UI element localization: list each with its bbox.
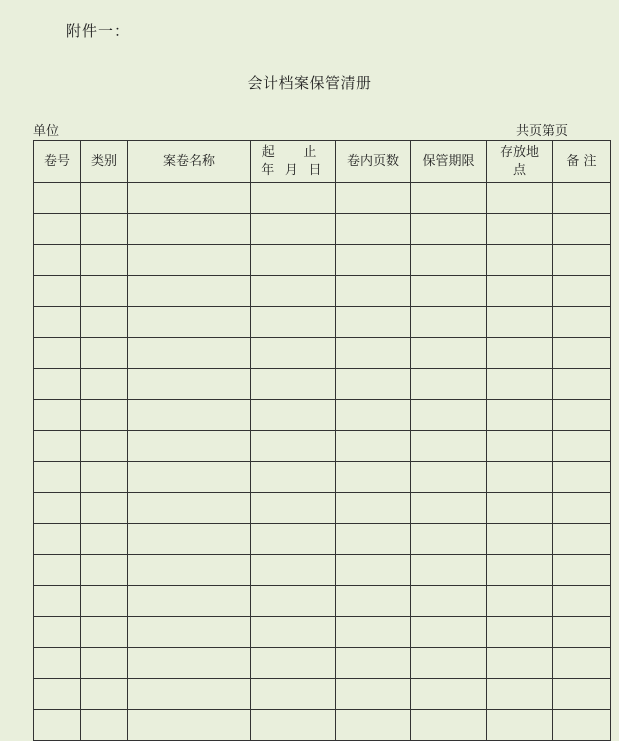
date-range-cell [251, 462, 336, 493]
location-cell [487, 462, 553, 493]
location-cell [487, 617, 553, 648]
volume-no-cell [34, 617, 81, 648]
page-count-label: 共页第页 [516, 124, 569, 139]
pages-cell [336, 245, 411, 276]
volume-name-cell [128, 307, 251, 338]
table-row [34, 710, 611, 741]
volume-name-cell [128, 617, 251, 648]
remarks-cell [553, 555, 611, 586]
volume-name-cell [128, 493, 251, 524]
category-cell [81, 431, 128, 462]
remarks-cell [553, 338, 611, 369]
volume-no-cell [34, 710, 81, 741]
category-cell [81, 183, 128, 214]
retention-cell [411, 710, 487, 741]
table-row [34, 431, 611, 462]
pages-cell [336, 555, 411, 586]
remarks-cell [553, 648, 611, 679]
volume-no-cell [34, 493, 81, 524]
header-volume-no: 卷号 [34, 141, 81, 183]
volume-no-cell [34, 245, 81, 276]
date-range-cell [251, 555, 336, 586]
date-range-cell [251, 710, 336, 741]
pages-cell [336, 679, 411, 710]
header-remarks: 备 注 [553, 141, 611, 183]
location-cell [487, 307, 553, 338]
date-range-cell [251, 524, 336, 555]
date-range-cell [251, 679, 336, 710]
location-cell [487, 183, 553, 214]
table-row [34, 276, 611, 307]
category-cell [81, 710, 128, 741]
pages-cell [336, 462, 411, 493]
location-cell [487, 400, 553, 431]
location-cell [487, 493, 553, 524]
table-row [34, 214, 611, 245]
location-cell [487, 586, 553, 617]
date-range-cell [251, 338, 336, 369]
retention-cell [411, 555, 487, 586]
pages-cell [336, 431, 411, 462]
retention-cell [411, 338, 487, 369]
header-retention: 保管期限 [411, 141, 487, 183]
volume-no-cell [34, 369, 81, 400]
table-row [34, 679, 611, 710]
date-range-cell [251, 214, 336, 245]
header-volume-name: 案卷名称 [128, 141, 251, 183]
retention-cell [411, 617, 487, 648]
date-range-cell [251, 648, 336, 679]
header-pages: 卷内页数 [336, 141, 411, 183]
volume-name-cell [128, 338, 251, 369]
location-cell [487, 555, 553, 586]
retention-cell [411, 245, 487, 276]
remarks-cell [553, 307, 611, 338]
remarks-cell [553, 586, 611, 617]
volume-name-cell [128, 462, 251, 493]
unit-label: 单位 [33, 124, 60, 139]
remarks-cell [553, 183, 611, 214]
table-header-row [34, 141, 611, 183]
volume-name-cell [128, 555, 251, 586]
volume-no-cell [34, 679, 81, 710]
header-location-line1: 存放地 [499, 144, 539, 160]
volume-no-cell [34, 400, 81, 431]
date-range-cell [251, 276, 336, 307]
volume-no-cell [34, 586, 81, 617]
volume-name-cell [128, 586, 251, 617]
category-cell [81, 586, 128, 617]
pages-cell [336, 369, 411, 400]
volume-no-cell [34, 276, 81, 307]
volume-no-cell [34, 462, 81, 493]
category-cell [81, 524, 128, 555]
pages-cell [336, 586, 411, 617]
volume-no-cell [34, 524, 81, 555]
table-row [34, 245, 611, 276]
volume-name-cell [128, 245, 251, 276]
location-cell [487, 338, 553, 369]
pages-cell [336, 400, 411, 431]
remarks-cell [553, 679, 611, 710]
header-date-line2: 年 月 日 [261, 162, 325, 178]
remarks-cell [553, 214, 611, 245]
volume-name-cell [128, 524, 251, 555]
remarks-cell [553, 617, 611, 648]
table-row [34, 524, 611, 555]
volume-no-cell [34, 214, 81, 245]
volume-no-cell [34, 183, 81, 214]
category-cell [81, 493, 128, 524]
volume-name-cell [128, 431, 251, 462]
table-row [34, 648, 611, 679]
remarks-cell [553, 276, 611, 307]
table-row [34, 369, 611, 400]
location-cell [487, 276, 553, 307]
pages-cell [336, 648, 411, 679]
pages-cell [336, 617, 411, 648]
category-cell [81, 369, 128, 400]
category-cell [81, 214, 128, 245]
retention-cell [411, 462, 487, 493]
volume-no-cell [34, 648, 81, 679]
category-cell [81, 679, 128, 710]
category-cell [81, 338, 128, 369]
date-range-cell [251, 183, 336, 214]
date-range-cell [251, 307, 336, 338]
volume-name-cell [128, 183, 251, 214]
category-cell [81, 245, 128, 276]
table-row [34, 617, 611, 648]
pages-cell [336, 493, 411, 524]
date-range-cell [251, 586, 336, 617]
table-row [34, 400, 611, 431]
retention-cell [411, 679, 487, 710]
date-range-cell [251, 493, 336, 524]
remarks-cell [553, 493, 611, 524]
remarks-cell [553, 369, 611, 400]
archive-register-table [33, 140, 611, 741]
pages-cell [336, 276, 411, 307]
table-row [34, 338, 611, 369]
category-cell [81, 617, 128, 648]
retention-cell [411, 214, 487, 245]
location-cell [487, 524, 553, 555]
location-cell [487, 214, 553, 245]
pages-cell [336, 710, 411, 741]
table-row [34, 493, 611, 524]
retention-cell [411, 307, 487, 338]
retention-cell [411, 524, 487, 555]
volume-no-cell [34, 338, 81, 369]
table-row [34, 183, 611, 214]
retention-cell [411, 493, 487, 524]
location-cell [487, 369, 553, 400]
remarks-cell [553, 710, 611, 741]
remarks-cell [553, 400, 611, 431]
category-cell [81, 276, 128, 307]
table-row [34, 462, 611, 493]
date-range-cell [251, 431, 336, 462]
retention-cell [411, 400, 487, 431]
location-cell [487, 648, 553, 679]
retention-cell [411, 183, 487, 214]
volume-name-cell [128, 214, 251, 245]
location-cell [487, 679, 553, 710]
retention-cell [411, 276, 487, 307]
pages-cell [336, 338, 411, 369]
category-cell [81, 400, 128, 431]
location-cell [487, 245, 553, 276]
header-location [487, 141, 553, 183]
retention-cell [411, 648, 487, 679]
pages-cell [336, 214, 411, 245]
retention-cell [411, 586, 487, 617]
category-cell [81, 462, 128, 493]
volume-no-cell [34, 431, 81, 462]
header-date-range [251, 141, 336, 183]
pages-cell [336, 307, 411, 338]
remarks-cell [553, 524, 611, 555]
header-category: 类别 [81, 141, 128, 183]
volume-no-cell [34, 555, 81, 586]
location-cell [487, 710, 553, 741]
remarks-cell [553, 245, 611, 276]
remarks-cell [553, 431, 611, 462]
date-range-cell [251, 245, 336, 276]
category-cell [81, 648, 128, 679]
date-range-cell [251, 369, 336, 400]
date-range-cell [251, 400, 336, 431]
volume-name-cell [128, 400, 251, 431]
retention-cell [411, 369, 487, 400]
date-range-cell [251, 617, 336, 648]
volume-name-cell [128, 648, 251, 679]
table-row [34, 307, 611, 338]
pages-cell [336, 183, 411, 214]
attachment-label: 附件一： [66, 22, 131, 40]
header-date-line1: 起 止 [261, 144, 325, 160]
table-body [34, 183, 611, 741]
volume-no-cell [34, 307, 81, 338]
pages-cell [336, 524, 411, 555]
volume-name-cell [128, 369, 251, 400]
retention-cell [411, 431, 487, 462]
volume-name-cell [128, 710, 251, 741]
category-cell [81, 555, 128, 586]
volume-name-cell [128, 679, 251, 710]
document-title: 会计档案保管清册 [247, 74, 372, 92]
table-row [34, 555, 611, 586]
table-row [34, 586, 611, 617]
volume-name-cell [128, 276, 251, 307]
remarks-cell [553, 462, 611, 493]
category-cell [81, 307, 128, 338]
header-location-line2: 点 [512, 162, 526, 178]
location-cell [487, 431, 553, 462]
